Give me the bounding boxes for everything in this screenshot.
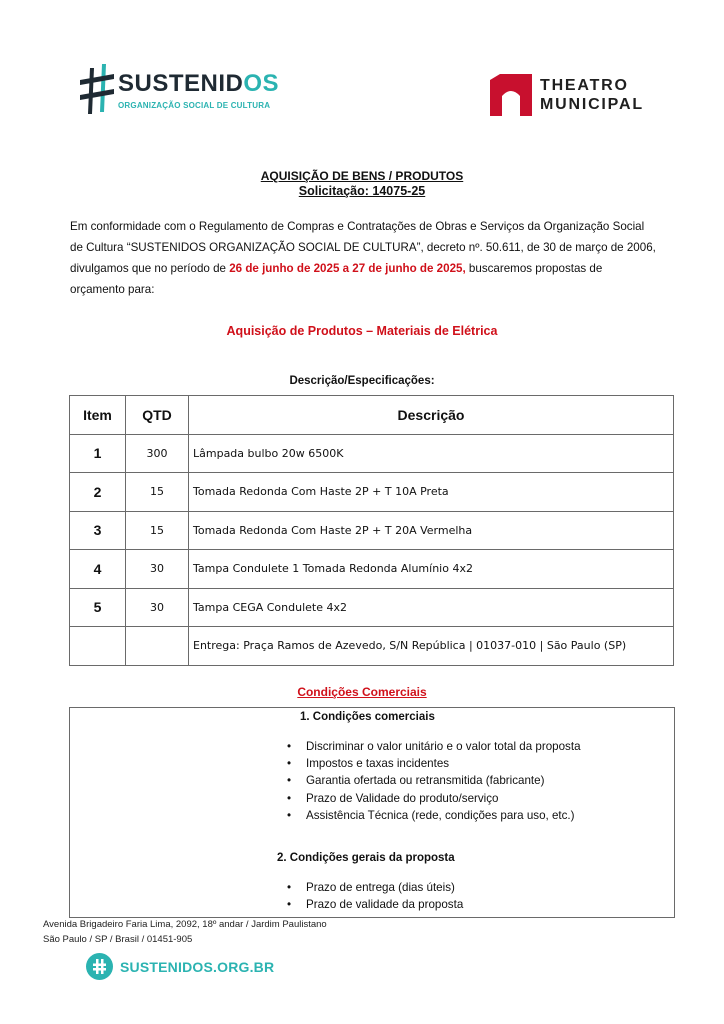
hash-circle-icon bbox=[86, 953, 113, 980]
row-description: Tomada Redonda Com Haste 2P + T 20A Vermelha bbox=[189, 511, 674, 550]
document-title: AQUISIÇÃO DE BENS / PRODUTOS bbox=[260, 169, 464, 183]
row-description: Tampa Condulete 1 Tomada Redonda Alumínio 4x2 bbox=[189, 550, 674, 589]
intro-paragraph bbox=[70, 216, 660, 300]
list-item: • Impostos e taxas incidentes bbox=[287, 755, 581, 772]
row-qtd: 15 bbox=[126, 511, 189, 550]
row-description: Tomada Redonda Com Haste 2P + T 10A Preta bbox=[189, 473, 674, 512]
row-qtd: 300 bbox=[126, 434, 189, 473]
list-item: • Prazo de validade da proposta bbox=[287, 896, 463, 913]
row-description: Lâmpada bulbo 20w 6500K bbox=[189, 434, 674, 473]
row-description: Tampa CEGA Condulete 4x2 bbox=[189, 588, 674, 627]
table-row bbox=[70, 434, 674, 473]
row-qtd: 30 bbox=[126, 550, 189, 589]
table-row bbox=[70, 473, 674, 512]
description-title: Descrição/Especificações: bbox=[289, 375, 435, 387]
list-item: • Discriminar o valor unitário e o valor total da proposta bbox=[287, 738, 581, 755]
table-header-row bbox=[70, 396, 674, 435]
website-link[interactable]: SUSTENIDOS.ORG.BR bbox=[120, 959, 275, 975]
theatro-municipal-logo bbox=[490, 74, 660, 118]
header-item: Item bbox=[70, 396, 126, 435]
footer-address-line2: São Paulo / SP / Brasil / 01451-905 bbox=[43, 934, 193, 945]
list-item: • Prazo de entrega (dias úteis) bbox=[287, 879, 463, 896]
conditions-section1-heading: 1. Condições comerciais bbox=[300, 711, 435, 723]
theatro-logo-line2: MUNICIPAL bbox=[540, 96, 644, 113]
hash-logo-icon bbox=[80, 64, 114, 116]
conditions-section1-list bbox=[287, 738, 581, 824]
footer-address-line1: Avenida Brigadeiro Faria Lima, 2092, 18º andar / Jardim Paulistano bbox=[43, 919, 327, 930]
sustenidos-logo-subtitle: ORGANIZAÇÃO SOCIAL DE CULTURA bbox=[118, 101, 271, 110]
row-qtd: 30 bbox=[126, 588, 189, 627]
row-item: 1 bbox=[70, 434, 126, 473]
intro-period: 26 de junho de 2025 a 27 de junho de 2025, bbox=[229, 262, 466, 275]
header-description: Descrição bbox=[189, 396, 674, 435]
list-item: • Prazo de Validade do produto/serviço bbox=[287, 790, 581, 807]
theatre-arch-icon bbox=[490, 74, 532, 116]
row-qtd: 15 bbox=[126, 473, 189, 512]
table-row-delivery bbox=[70, 627, 674, 666]
intro-text-end: buscaremos propostas de orçamento para: bbox=[70, 262, 603, 296]
conditions-title: Condições Comerciais bbox=[297, 685, 427, 699]
intro-text: Em conformidade com o Regulamento de Compras e Contratações de Obras e Serviços da Organização Social de Cultura “SUSTENIDOS ORGANIZAÇÃO SOCIAL DE CULTURA”, decreto nº. 50.611, de 30 de março de 2006, divulgamos que no período de bbox=[70, 220, 656, 275]
row-item: 3 bbox=[70, 511, 126, 550]
list-item: • Assistência Técnica (rede, condições para uso, etc.) bbox=[287, 807, 581, 824]
theatro-logo-line1: THEATRO bbox=[540, 77, 629, 94]
section-title: Aquisição de Produtos – Materiais de Elétrica bbox=[226, 324, 498, 338]
delivery-address: Entrega: Praça Ramos de Azevedo, S/N República | 01037-010 | São Paulo (SP) bbox=[189, 627, 674, 666]
sustenidos-logo bbox=[80, 64, 280, 120]
header-qtd: QTD bbox=[126, 396, 189, 435]
conditions-section2-heading: 2. Condições gerais da proposta bbox=[277, 852, 455, 864]
table-row bbox=[70, 550, 674, 589]
sustenidos-logo-name: SUSTENIDOS bbox=[118, 70, 280, 97]
list-item: • Garantia ofertada ou retransmitida (fabricante) bbox=[287, 772, 581, 789]
row-item: 5 bbox=[70, 588, 126, 627]
row-item: 4 bbox=[70, 550, 126, 589]
solicitation-number: Solicitação: 14075-25 bbox=[298, 184, 426, 198]
table-row bbox=[70, 588, 674, 627]
conditions-section2-list bbox=[287, 879, 463, 913]
row-item: 2 bbox=[70, 473, 126, 512]
items-table bbox=[69, 395, 674, 666]
row-item bbox=[70, 627, 126, 666]
row-qtd bbox=[126, 627, 189, 666]
table-row bbox=[70, 511, 674, 550]
